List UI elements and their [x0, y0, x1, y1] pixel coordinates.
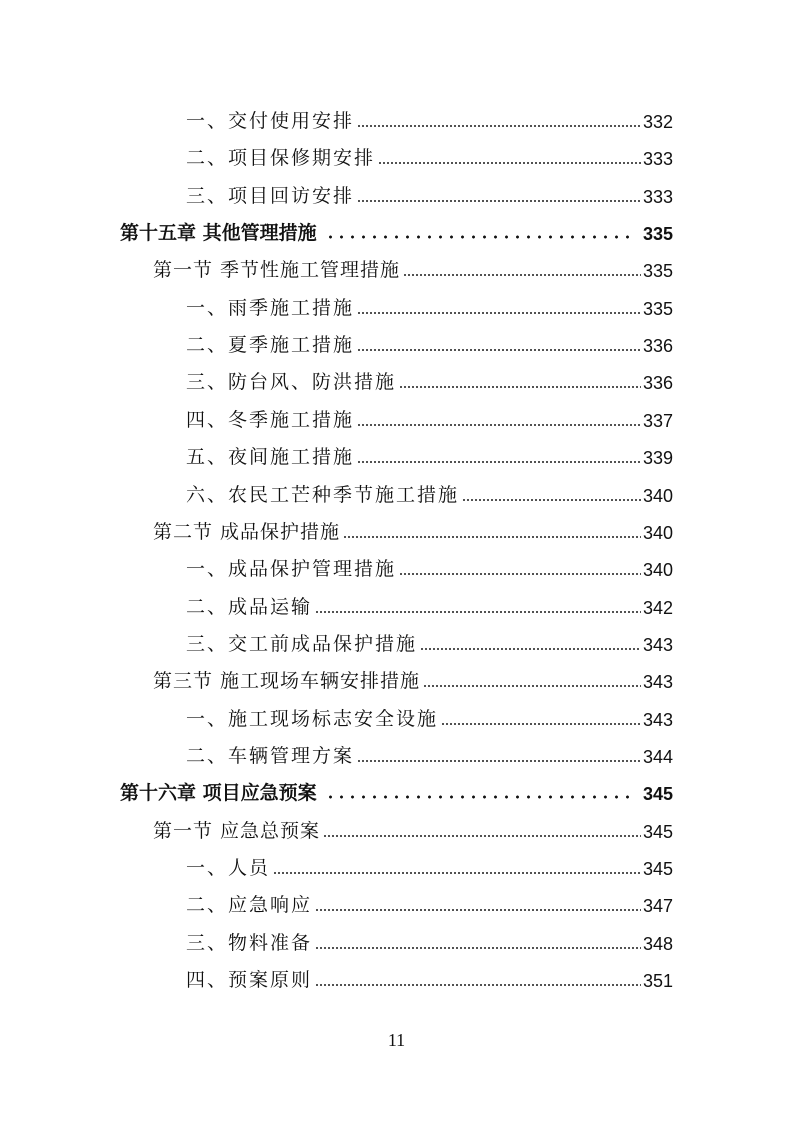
toc-entry-title: 五、夜间施工措施 [186, 446, 355, 469]
toc-entry-page: 333 [642, 186, 673, 207]
toc-entry-page: 337 [642, 410, 673, 431]
toc-entry-title: 第一节 应急总预案 [153, 819, 321, 842]
toc-dot-leader [462, 490, 641, 502]
page-number: 11 [387, 1030, 406, 1050]
toc-entry-page: 345 [642, 784, 673, 805]
toc-dot-leader [423, 676, 641, 688]
toc-dot-leader [273, 863, 641, 875]
toc-subsection-entry[interactable] [186, 626, 673, 656]
toc-entry-page: 343 [642, 709, 673, 730]
toc-entry-page: 340 [642, 522, 673, 543]
toc-subsection-entry[interactable] [186, 887, 673, 917]
toc-dot-leader [315, 602, 641, 614]
toc-entry-title: 第一节 季节性施工管理措施 [153, 259, 401, 282]
toc-subsection-entry[interactable] [186, 439, 673, 469]
toc-dot-leader [357, 751, 641, 763]
toc-entry-title: 第十六章 项目应急预案 [120, 782, 317, 805]
toc-dot-leader [357, 116, 641, 128]
toc-subsection-entry[interactable] [186, 962, 673, 992]
toc-entry-title: 三、防台风、防洪措施 [186, 371, 397, 394]
toc-dot-leader [403, 265, 641, 277]
toc-subsection-entry[interactable] [186, 103, 673, 133]
toc-subsection-entry[interactable] [186, 551, 673, 581]
toc-entry-page: 335 [642, 298, 673, 319]
toc-dot-leader [399, 564, 641, 576]
toc-dot-leader [378, 153, 641, 165]
toc-dot-leader [357, 415, 641, 427]
toc-entry-page: 333 [642, 149, 673, 170]
toc-entry-page: 336 [642, 336, 673, 357]
toc-entry-page: 343 [642, 634, 673, 655]
toc-entry-title: 二、应急响应 [186, 894, 313, 917]
toc-subsection-entry[interactable] [186, 738, 673, 768]
toc-entry-page: 339 [642, 448, 673, 469]
toc-entry-title: 一、交付使用安排 [186, 110, 355, 132]
toc-dot-leader [343, 527, 641, 539]
toc-entry-title: 二、车辆管理方案 [186, 744, 355, 767]
toc-entry-title: 二、项目保修期安排 [186, 147, 376, 170]
toc-subsection-entry[interactable] [186, 701, 673, 731]
toc-section-entry[interactable] [153, 252, 673, 282]
toc-subsection-entry[interactable] [186, 925, 673, 955]
toc-subsection-entry[interactable] [186, 402, 673, 432]
toc-subsection-entry[interactable] [186, 477, 673, 507]
toc-subsection-entry[interactable] [186, 850, 673, 880]
toc-dot-leader [325, 788, 635, 800]
toc-entry-page: 342 [642, 597, 673, 618]
toc-dot-leader [315, 938, 641, 950]
toc-dot-leader [399, 377, 641, 389]
toc-section-entry[interactable] [153, 663, 673, 693]
toc-entry-title: 第三节 施工现场车辆安排措施 [153, 670, 421, 693]
toc-entry-page: 340 [642, 485, 673, 506]
toc-entry-page: 332 [642, 112, 673, 132]
toc-subsection-entry[interactable] [186, 290, 673, 320]
toc-dot-leader [441, 714, 641, 726]
toc-entry-page: 335 [642, 261, 673, 282]
toc-entry-page: 343 [642, 672, 673, 693]
toc-subsection-entry[interactable] [186, 589, 673, 619]
toc-entry-title: 三、交工前成品保护措施 [186, 632, 418, 655]
toc-entry-title: 一、成品保护管理措施 [186, 558, 397, 581]
toc-section-entry[interactable] [153, 813, 673, 843]
toc-entry-title: 第十五章 其他管理措施 [120, 222, 317, 245]
toc-entry-title: 四、预案原则 [186, 969, 313, 992]
toc-dot-leader [315, 975, 641, 987]
toc-entry-page: 340 [642, 560, 673, 581]
toc-dot-leader [325, 228, 635, 240]
toc-entry-page: 351 [642, 971, 673, 992]
toc-dot-leader [315, 900, 641, 912]
toc-entry-title: 一、雨季施工措施 [186, 296, 355, 319]
toc-dot-leader [357, 340, 641, 352]
toc-entry-title: 三、项目回访安排 [186, 184, 355, 207]
toc-subsection-entry[interactable] [186, 364, 673, 394]
toc-entry-title: 第二节 成品保护措施 [153, 520, 341, 543]
toc-entry-title: 三、物料准备 [186, 931, 313, 954]
toc-entry-page: 348 [642, 933, 673, 954]
toc-entry-title: 二、成品运输 [186, 595, 313, 618]
toc-section-entry[interactable] [153, 514, 673, 544]
toc-entry-page: 344 [642, 746, 673, 767]
toc-chapter-entry[interactable] [120, 775, 673, 805]
toc-entry-title: 四、冬季施工措施 [186, 408, 355, 431]
toc-entry-title: 二、夏季施工措施 [186, 334, 355, 357]
toc-entry-page: 347 [642, 896, 673, 917]
toc-chapter-entry[interactable] [120, 215, 673, 245]
toc-dot-leader [357, 191, 641, 203]
toc-subsection-entry[interactable] [186, 140, 673, 170]
toc-dot-leader [420, 639, 641, 651]
toc-dot-leader [323, 826, 641, 838]
toc-entry-page: 335 [642, 224, 673, 245]
toc-subsection-entry[interactable] [186, 178, 673, 208]
toc-entry-title: 一、施工现场标志安全设施 [186, 707, 439, 730]
toc-entry-title: 一、人员 [186, 857, 271, 879]
toc-entry-page: 345 [642, 859, 673, 879]
toc-entry-page: 336 [642, 373, 673, 394]
toc-dot-leader [357, 303, 641, 315]
toc-entry-title: 六、农民工芒种季节施工措施 [186, 483, 460, 506]
toc-subsection-entry[interactable] [186, 327, 673, 357]
toc-entry-page: 345 [642, 821, 673, 842]
toc-dot-leader [357, 452, 641, 464]
